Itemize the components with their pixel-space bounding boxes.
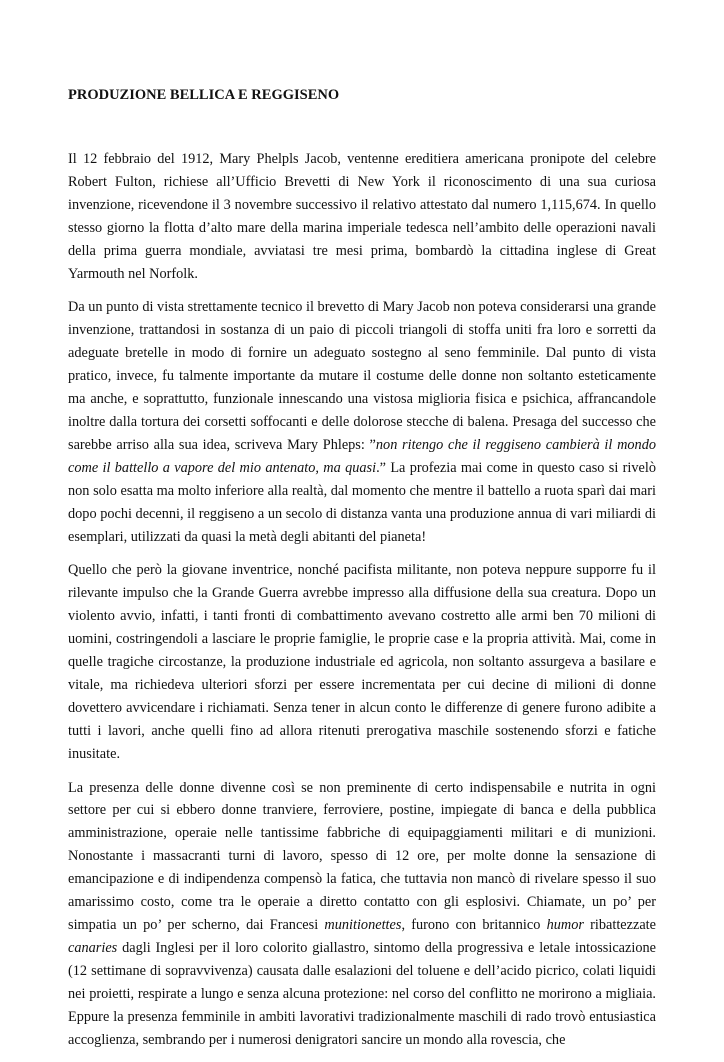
paragraph-text: La presenza delle donne divenne così se non preminente di certo indispensabile e nutrita in ogni settore per cui si ebbero donne tranviere, ferroviere, postine, impiegate di banca e della pubblica amministrazione, operaie nelle tantissime fabbriche di equipaggiamenti militari e di munizioni. Nonostante i massacranti turni di lavoro, spesso di 12 ore, per molte donne la sensazione di emancipazione e di indipendenza compensò la fatica, che tuttavia non mancò di rivelare spesso il suo amarissimo costo, come tra le operaie a diretto contatto con gli esplosivi. Chiamate, un po’ per simpatia un po’ per scherno, dai Francesi bbox=[68, 779, 656, 933]
italic-text: canaries bbox=[68, 939, 118, 956]
italic-text: munitionettes bbox=[324, 917, 402, 933]
document-body bbox=[68, 148, 656, 1062]
italic-text: humor bbox=[546, 917, 584, 933]
body-paragraph bbox=[68, 148, 656, 285]
paragraph-text: ribattezzate bbox=[583, 917, 657, 933]
body-paragraph bbox=[68, 296, 656, 548]
body-paragraph bbox=[68, 559, 656, 765]
paragraph-text: dagli Inglesi per il loro colorito giallastro, sintomo della progressiva e letale intossicazione (12 settimane di sopravvivenza) causata dalle esalazioni del toluene e dell’acido picrico, colati liquidi nei proietti, respirate a lungo e senza alcuna protezione: nel corso del conflitto ne morirono a migliaia. Eppure la presenza femminile in ambiti lavorativi tradizionalmente maschili di rado trovò entusiastica accoglienza, sembrando per i numerosi denigratori sancire un mondo alla rovescia, che bbox=[68, 939, 656, 1048]
paragraph-text: , furono con britannico bbox=[401, 917, 547, 933]
document-title: PRODUZIONE BELLICA E REGGISENO bbox=[68, 87, 340, 103]
paragraph-text: Il 12 febbraio del 1912, Mary Phelpls Jacob, ventenne ereditiera americana pronipote del celebre Robert Fulton, richiese all’Ufficio Brevetti di New York il riconoscimento di una sua curiosa invenzione, ricevendone il 3 novembre successivo il relativo attestato dal numero 1,115,674. In quello stesso giorno la flotta d’alto mare della marina imperiale tedesca nell’ambito delle operazioni navali della prima guerra mondiale, avviatasi tre mesi prima, bombardò la cittadina inglese di Great Yarmouth nel Norfolk. bbox=[68, 151, 656, 282]
paragraph-text: Da un punto di vista strettamente tecnico il brevetto di Mary Jacob non poteva considerarsi una grande invenzione, trattandosi in sostanza di un paio di piccoli triangoli di stoffa uniti fra loro e sorretti da adeguate bretelle in modo di fornire un adeguato sostegno al seno femminile. Dal punto di vista pratico, invece, fu talmente importante da mutare il costume delle donne non soltanto esteticamente ma anche, e soprattutto, funzionale innescando una vistosa miglioria fisica e psichica, affrancandole inoltre dalla tortura dei corsetti soffocanti e delle dolorose stecche di balena. Presaga del successo che sarebbe arriso alla sua idea, scriveva Mary Phleps: ” bbox=[68, 299, 656, 453]
body-paragraph bbox=[68, 777, 656, 1052]
paragraph-text: Quello che però la giovane inventrice, nonché pacifista militante, non poteva neppure supporre fu il rilevante impulso che la Grande Guerra avrebbe impresso alla diffusione della sua creatura. Dopo un violento avvio, infatti, i tanti fronti di combattimento avevano costretto alle armi ben 70 milioni di uomini, costringendoli a lasciare le proprie famiglie, le proprie case e la propria attività. Mai, come in quelle tragiche circostanze, la produzione industriale ed agricola, non soltanto assurgeva a basilare e vitale, ma richiedeva ulteriori sforzi per essere incrementata per cui decine di milioni di donne dovettero avvicendare i richiamati. Senza tener in alcun conto le differenze di genere furono adibite a tutti i lavori, anche quelli fino ad allora ritenuti prerogativa maschile sostenendo sforzi e fatiche inusitate. bbox=[68, 562, 656, 762]
paragraph-text: .” La profezia mai come in questo caso si rivelò non solo esatta ma molto inferiore alla realtà, dal momento che mentre il battello a ruota sparì dai mari dopo pochi decenni, il reggiseno a un secolo di distanza vanta una produzione annua di vari miliardi di esemplari, utilizzati da quasi la metà degli abitanti del pianeta! bbox=[68, 459, 656, 545]
italic-text: non ritengo che il reggiseno cambierà il mondo come il battello a vapore del mio antenato, ma quasi bbox=[68, 436, 656, 476]
